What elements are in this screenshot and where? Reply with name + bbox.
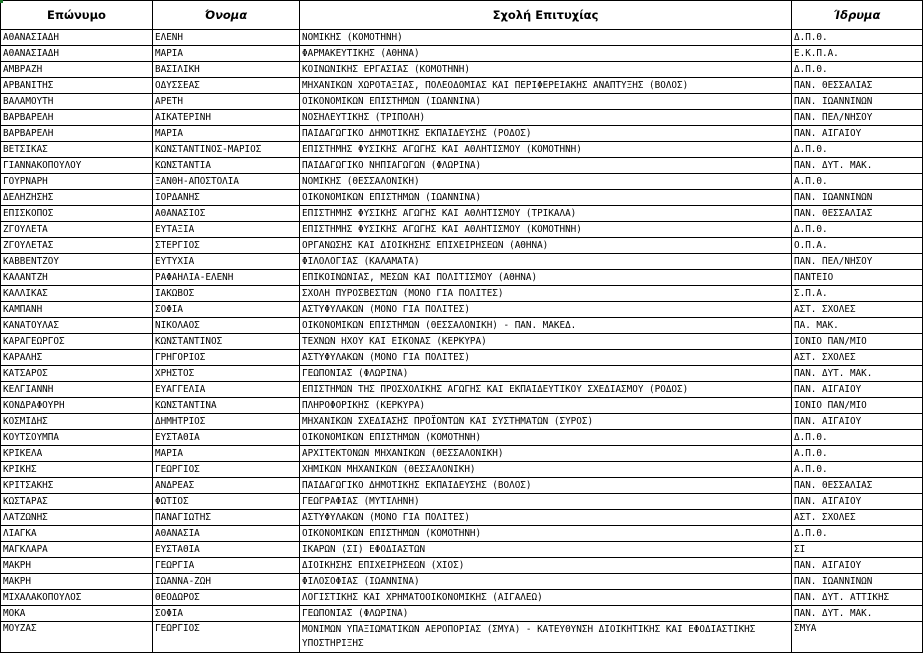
column-header-school: Σχολή Επιτυχίας (300, 1, 792, 30)
cell-surname: ΖΓΟΥΛΕΤΑΣ (1, 238, 153, 254)
cell-name: ΘΕΟΔΩΡΟΣ (153, 590, 300, 606)
cell-institution: ΠΑΝ. ΘΕΣΣΑΛΙΑΣ (792, 478, 923, 494)
cell-institution: ΠΑΝ. ΔΥΤ. ΜΑΚ. (792, 366, 923, 382)
cell-name: ΑΙΚΑΤΕΡΙΝΗ (153, 110, 300, 126)
cell-surname: ΜΑΚΡΗ (1, 574, 153, 590)
table-row (1, 462, 923, 478)
cell-surname: ΚΑΛΛΙΚΑΣ (1, 286, 153, 302)
column-header-surname: Επώνυμο (1, 1, 153, 30)
table-row (1, 382, 923, 398)
cell-school: ΓΕΩΓΡΑΦΙΑΣ (ΜΥΤΙΛΗΝΗ) (300, 494, 792, 510)
cell-school: ΟΡΓΑΝΩΣΗΣ ΚΑΙ ΔΙΟΙΚΗΣΗΣ ΕΠΙΧΕΙΡΗΣΕΩΝ (ΑΘΗΝΑ) (300, 238, 792, 254)
cell-surname: ΚΑΡΑΓΕΩΡΓΟΣ (1, 334, 153, 350)
cell-school: ΝΟΜΙΚΗΣ (ΚΟΜΟΤΗΝΗ) (300, 30, 792, 46)
cell-institution: Σ.Π.Α. (792, 286, 923, 302)
cell-surname: ΒΑΛΑΜΟΥΤΗ (1, 94, 153, 110)
cell-name: ΓΕΩΡΓΙΑ (153, 558, 300, 574)
cell-institution: ΣΜΥΑ (792, 622, 923, 653)
cell-institution: ΠΑΝ. ΙΩΑΝΝΙΝΩΝ (792, 574, 923, 590)
cell-name: ΙΑΚΩΒΟΣ (153, 286, 300, 302)
cell-institution: ΑΣΤ. ΣΧΟΛΕΣ (792, 302, 923, 318)
cell-school: ΑΡΧΙΤΕΚΤΟΝΩΝ ΜΗΧΑΝΙΚΩΝ (ΘΕΣΣΑΛΟΝΙΚΗ) (300, 446, 792, 462)
cell-institution: ΠΑΝ. ΔΥΤ. ΜΑΚ. (792, 606, 923, 622)
cell-name: ΠΑΝΑΓΙΩΤΗΣ (153, 510, 300, 526)
cell-institution: ΠΑ. ΜΑΚ. (792, 318, 923, 334)
cell-school: ΟΙΚΟΝΟΜΙΚΩΝ ΕΠΙΣΤΗΜΩΝ (ΚΟΜΟΤΗΝΗ) (300, 526, 792, 542)
cell-school: ΙΚΑΡΩΝ (ΣΙ) ΕΦΟΔΙΑΣΤΩΝ (300, 542, 792, 558)
column-header-institution: Ίδρυμα (792, 1, 923, 30)
table-row (1, 590, 923, 606)
cell-name: ΡΑΦΑΗΛΙΑ-ΕΛΕΝΗ (153, 270, 300, 286)
cell-school: ΕΠΙΣΤΗΜΗΣ ΦΥΣΙΚΗΣ ΑΓΩΓΗΣ ΚΑΙ ΑΘΛΗΤΙΣΜΟΥ (ΤΡΙΚΑΛΑ) (300, 206, 792, 222)
cell-school: ΝΟΜΙΚΗΣ (ΘΕΣΣΑΛΟΝΙΚΗ) (300, 174, 792, 190)
cell-institution: Δ.Π.Θ. (792, 430, 923, 446)
header-row (1, 1, 923, 30)
cell-school: ΑΣΤΥΦΥΛΑΚΩΝ (ΜΟΝΟ ΓΙΑ ΠΟΛΙΤΕΣ) (300, 350, 792, 366)
cell-name: ΙΟΡΔΑΝΗΣ (153, 190, 300, 206)
cell-school: ΠΛΗΡΟΦΟΡΙΚΗΣ (ΚΕΡΚΥΡΑ) (300, 398, 792, 414)
cell-institution: ΠΑΝ. ΔΥΤ. ΑΤΤΙΚΗΣ (792, 590, 923, 606)
cell-name: ΜΑΡΙΑ (153, 46, 300, 62)
table-row (1, 334, 923, 350)
cell-name: ΔΗΜΗΤΡΙΟΣ (153, 414, 300, 430)
table-row (1, 558, 923, 574)
cell-school: ΟΙΚΟΝΟΜΙΚΩΝ ΕΠΙΣΤΗΜΩΝ (ΘΕΣΣΑΛΟΝΙΚΗ) - ΠΑΝ. ΜΑΚΕΔ. (300, 318, 792, 334)
cell-institution: Α.Π.Θ. (792, 446, 923, 462)
table-row (1, 238, 923, 254)
cell-institution: Α.Π.Θ. (792, 462, 923, 478)
table-row (1, 318, 923, 334)
cell-surname: ΑΜΒΡΑΖΗ (1, 62, 153, 78)
cell-name: ΕΥΑΓΓΕΛΙΑ (153, 382, 300, 398)
cell-name: ΓΡΗΓΟΡΙΟΣ (153, 350, 300, 366)
cell-surname: ΚΑΛΑΝΤΖΗ (1, 270, 153, 286)
cell-school: ΕΠΙΣΤΗΜΗΣ ΦΥΣΙΚΗΣ ΑΓΩΓΗΣ ΚΑΙ ΑΘΛΗΤΙΣΜΟΥ (ΚΟΜΟΤΗΝΗ) (300, 142, 792, 158)
cell-school: ΑΣΤΥΦΥΛΑΚΩΝ (ΜΟΝΟ ΓΙΑ ΠΟΛΙΤΕΣ) (300, 510, 792, 526)
cell-name: ΕΥΣΤΑΘΙΑ (153, 430, 300, 446)
table-row (1, 302, 923, 318)
cell-school: ΜΟΝΙΜΩΝ ΥΠΑΞΙΩΜΑΤΙΚΩΝ ΑΕΡΟΠΟΡΙΑΣ (ΣΜΥΑ) - ΚΑΤΕΥΘΥΝΣΗ ΔΙΟΙΚΗΤΙΚΗΣ ΚΑΙ ΕΦΟΔΙΑΣΤΙΚΗΣ ΥΠΟΣΤΗΡΙΞΗΣ (300, 622, 792, 653)
cell-surname: ΚΑΒΒΕΝΤΖΟΥ (1, 254, 153, 270)
cell-school: ΝΟΣΗΛΕΥΤΙΚΗΣ (ΤΡΙΠΟΛΗ) (300, 110, 792, 126)
cell-institution: ΑΣΤ. ΣΧΟΛΕΣ (792, 510, 923, 526)
cell-surname: ΓΟΥΡΝΑΡΗ (1, 174, 153, 190)
table-row (1, 526, 923, 542)
cell-surname: ΒΑΡΒΑΡΕΛΗ (1, 126, 153, 142)
cell-school: ΓΕΩΠΟΝΙΑΣ (ΦΛΩΡΙΝΑ) (300, 366, 792, 382)
cell-surname: ΑΘΑΝΑΣΙΑΔΗ (1, 30, 153, 46)
cell-institution: ΠΑΝ. ΔΥΤ. ΜΑΚ. (792, 158, 923, 174)
cell-institution: ΠΑΝ. ΑΙΓΑΙΟΥ (792, 414, 923, 430)
cell-institution: ΠΑΝ. ΑΙΓΑΙΟΥ (792, 126, 923, 142)
cell-school: ΕΠΙΣΤΗΜΗΣ ΦΥΣΙΚΗΣ ΑΓΩΓΗΣ ΚΑΙ ΑΘΛΗΤΙΣΜΟΥ (ΚΟΜΟΤΗΝΗ) (300, 222, 792, 238)
cell-institution: ΠΑΝ. ΙΩΑΝΝΙΝΩΝ (792, 190, 923, 206)
cell-institution: ΠΑΝ. ΑΙΓΑΙΟΥ (792, 382, 923, 398)
cell-school: ΠΑΙΔΑΓΩΓΙΚΟ ΔΗΜΟΤΙΚΗΣ ΕΚΠΑΙΔΕΥΣΗΣ (ΒΟΛΟΣ) (300, 478, 792, 494)
cell-name: ΑΡΕΤΗ (153, 94, 300, 110)
cell-school: ΟΙΚΟΝΟΜΙΚΩΝ ΕΠΙΣΤΗΜΩΝ (ΚΟΜΟΤΗΝΗ) (300, 430, 792, 446)
cell-school: ΕΠΙΣΤΗΜΩΝ ΤΗΣ ΠΡΟΣΧΟΛΙΚΗΣ ΑΓΩΓΗΣ ΚΑΙ ΕΚΠΑΙΔΕΥΤΙΚΟΥ ΣΧΕΔΙΑΣΜΟΥ (ΡΟΔΟΣ) (300, 382, 792, 398)
table-row (1, 142, 923, 158)
cell-name: ΑΝΔΡΕΑΣ (153, 478, 300, 494)
table-row (1, 366, 923, 382)
cell-school: ΛΟΓΙΣΤΙΚΗΣ ΚΑΙ ΧΡΗΜΑΤΟΟΙΚΟΝΟΜΙΚΗΣ (ΑΙΓΑΛΕΩ) (300, 590, 792, 606)
cell-surname: ΖΓΟΥΛΕΤΑ (1, 222, 153, 238)
cell-name: ΝΙΚΟΛΑΟΣ (153, 318, 300, 334)
cell-surname: ΒΕΤΣΙΚΑΣ (1, 142, 153, 158)
cell-school: ΤΕΧΝΩΝ ΗΧΟΥ ΚΑΙ ΕΙΚΟΝΑΣ (ΚΕΡΚΥΡΑ) (300, 334, 792, 350)
cell-surname: ΜΟΥΖΑΣ (1, 622, 153, 653)
cell-school: ΔΙΟΙΚΗΣΗΣ ΕΠΙΧΕΙΡΗΣΕΩΝ (ΧΙΟΣ) (300, 558, 792, 574)
table-row (1, 126, 923, 142)
cell-name: ΚΩΝΣΤΑΝΤΙΑ (153, 158, 300, 174)
table-row (1, 30, 923, 46)
table-row (1, 494, 923, 510)
cell-surname: ΑΘΑΝΑΣΙΑΔΗ (1, 46, 153, 62)
cell-institution: ΠΑΝ. ΠΕΛ/ΝΗΣΟΥ (792, 254, 923, 270)
table-row (1, 446, 923, 462)
table-row (1, 78, 923, 94)
cell-surname: ΓΙΑΝΝΑΚΟΠΟΥΛΟΥ (1, 158, 153, 174)
cell-surname: ΚΑΡΑΛΗΣ (1, 350, 153, 366)
cell-surname: ΔΕΛΗΖΗΣΗΣ (1, 190, 153, 206)
cell-institution: Ο.Π.Α. (792, 238, 923, 254)
cell-surname: ΚΟΣΜΙΔΗΣ (1, 414, 153, 430)
cell-school: ΦΑΡΜΑΚΕΥΤΙΚΗΣ (ΑΘΗΝΑ) (300, 46, 792, 62)
cell-institution: Δ.Π.Θ. (792, 30, 923, 46)
cell-school: ΠΑΙΔΑΓΩΓΙΚΟ ΝΗΠΙΑΓΩΓΩΝ (ΦΛΩΡΙΝΑ) (300, 158, 792, 174)
cell-institution: ΠΑΝ. ΘΕΣΣΑΛΙΑΣ (792, 206, 923, 222)
column-header-name: Όνομα (153, 1, 300, 30)
table-row (1, 254, 923, 270)
cell-name: ΜΑΡΙΑ (153, 126, 300, 142)
cell-surname: ΚΕΛΓΙΑΝΝΗ (1, 382, 153, 398)
table-body (1, 30, 923, 653)
cell-surname: ΛΙΑΓΚΑ (1, 526, 153, 542)
cell-school: ΟΙΚΟΝΟΜΙΚΩΝ ΕΠΙΣΤΗΜΩΝ (ΙΩΑΝΝΙΝΑ) (300, 190, 792, 206)
cell-surname: ΜΑΚΡΗ (1, 558, 153, 574)
cell-institution: ΠΑΝ. ΘΕΣΣΑΛΙΑΣ (792, 78, 923, 94)
cell-school: ΚΟΙΝΩΝΙΚΗΣ ΕΡΓΑΣΙΑΣ (ΚΟΜΟΤΗΝΗ) (300, 62, 792, 78)
cell-name: ΕΥΣΤΑΘΙΑ (153, 542, 300, 558)
cell-institution: Ε.Κ.Π.Α. (792, 46, 923, 62)
cell-surname: ΚΑΤΣΑΡΟΣ (1, 366, 153, 382)
cell-institution: ΑΣΤ. ΣΧΟΛΕΣ (792, 350, 923, 366)
cell-surname: ΜΙΧΑΛΑΚΟΠΟΥΛΟΣ (1, 590, 153, 606)
cell-surname: ΚΑΝΑΤΟΥΛΑΣ (1, 318, 153, 334)
cell-institution: ΠΑΝΤΕΙΟ (792, 270, 923, 286)
cell-institution: ΙΟΝΙΟ ΠΑΝ/ΜΙΟ (792, 334, 923, 350)
cell-name: ΞΑΝΘΗ-ΑΠΟΣΤΟΛΙΑ (153, 174, 300, 190)
cell-school: ΦΙΛΟΣΟΦΙΑΣ (ΙΩΑΝΝΙΝΑ) (300, 574, 792, 590)
cell-school: ΑΣΤΥΦΥΛΑΚΩΝ (ΜΟΝΟ ΓΙΑ ΠΟΛΙΤΕΣ) (300, 302, 792, 318)
cell-name: ΚΩΝΣΤΑΝΤΙΝΟΣ (153, 334, 300, 350)
cell-institution: Δ.Π.Θ. (792, 62, 923, 78)
cell-school: ΧΗΜΙΚΩΝ ΜΗΧΑΝΙΚΩΝ (ΘΕΣΣΑΛΟΝΙΚΗ) (300, 462, 792, 478)
table-row (1, 542, 923, 558)
cell-surname: ΚΡΙΚΕΛΑ (1, 446, 153, 462)
cell-surname: ΚΡΙΤΣΑΚΗΣ (1, 478, 153, 494)
cell-institution: ΙΟΝΙΟ ΠΑΝ/ΜΙΟ (792, 398, 923, 414)
cell-institution: ΠΑΝ. ΠΕΛ/ΝΗΣΟΥ (792, 110, 923, 126)
cell-institution: ΠΑΝ. ΑΙΓΑΙΟΥ (792, 494, 923, 510)
table-row (1, 478, 923, 494)
cell-institution: Α.Π.Θ. (792, 174, 923, 190)
table-row (1, 270, 923, 286)
cell-institution: ΠΑΝ. ΙΩΑΝΝΙΝΩΝ (792, 94, 923, 110)
cell-surname: ΒΑΡΒΑΡΕΛΗ (1, 110, 153, 126)
cell-name: ΣΤΕΡΓΙΟΣ (153, 238, 300, 254)
table-row (1, 510, 923, 526)
cell-name: ΟΔΥΣΣΕΑΣ (153, 78, 300, 94)
table-row (1, 430, 923, 446)
cell-surname: ΛΑΤΖΩΝΗΣ (1, 510, 153, 526)
cell-school: ΕΠΙΚΟΙΝΩΝΙΑΣ, ΜΕΣΩΝ ΚΑΙ ΠΟΛΙΤΙΣΜΟΥ (ΑΘΗΝΑ) (300, 270, 792, 286)
cell-name: ΜΑΡΙΑ (153, 446, 300, 462)
cell-school: ΣΧΟΛΗ ΠΥΡΟΣΒΕΣΤΩΝ (ΜΟΝΟ ΓΙΑ ΠΟΛΙΤΕΣ) (300, 286, 792, 302)
table-row (1, 574, 923, 590)
table-row (1, 398, 923, 414)
cell-name: ΒΑΣΙΛΙΚΗ (153, 62, 300, 78)
cell-school: ΠΑΙΔΑΓΩΓΙΚΟ ΔΗΜΟΤΙΚΗΣ ΕΚΠΑΙΔΕΥΣΗΣ (ΡΟΔΟΣ) (300, 126, 792, 142)
table-header (1, 1, 923, 30)
cell-institution: Δ.Π.Θ. (792, 222, 923, 238)
cell-name: ΣΟΦΙΑ (153, 606, 300, 622)
cell-surname: ΑΡΒΑΝΙΤΗΣ (1, 78, 153, 94)
cell-institution: Δ.Π.Θ. (792, 142, 923, 158)
cell-surname: ΚΡΙΚΗΣ (1, 462, 153, 478)
cell-surname: ΚΑΜΠΑΝΗ (1, 302, 153, 318)
cell-name: ΕΥΤΥΧΙΑ (153, 254, 300, 270)
cell-name: ΦΩΤΙΟΣ (153, 494, 300, 510)
cell-school: ΦΙΛΟΛΟΓΙΑΣ (ΚΑΛΑΜΑΤΑ) (300, 254, 792, 270)
table-row (1, 286, 923, 302)
table-row (1, 94, 923, 110)
cell-institution: ΠΑΝ. ΑΙΓΑΙΟΥ (792, 558, 923, 574)
cell-school: ΜΗΧΑΝΙΚΩΝ ΧΩΡΟΤΑΞΙΑΣ, ΠΟΛΕΟΔΟΜΙΑΣ ΚΑΙ ΠΕΡΙΦΕΡΕΙΑΚΗΣ ΑΝΑΠΤΥΞΗΣ (ΒΟΛΟΣ) (300, 78, 792, 94)
cell-surname: ΜΑΓΚΛΑΡΑ (1, 542, 153, 558)
corner-marker (0, 0, 3, 3)
cell-school: ΜΗΧΑΝΙΚΩΝ ΣΧΕΔΙΑΣΗΣ ΠΡΟΪΟΝΤΩΝ ΚΑΙ ΣΥΣΤΗΜΑΤΩΝ (ΣΥΡΟΣ) (300, 414, 792, 430)
cell-school: ΟΙΚΟΝΟΜΙΚΩΝ ΕΠΙΣΤΗΜΩΝ (ΙΩΑΝΝΙΝΑ) (300, 94, 792, 110)
cell-surname: ΕΠΙΣΚΟΠΟΣ (1, 206, 153, 222)
table-row (1, 350, 923, 366)
cell-name: ΓΕΩΡΓΙΟΣ (153, 622, 300, 653)
table-row (1, 190, 923, 206)
table-row (1, 62, 923, 78)
cell-institution: Δ.Π.Θ. (792, 526, 923, 542)
cell-name: ΑΘΑΝΑΣΙΟΣ (153, 206, 300, 222)
cell-name: ΕΥΤΑΞΙΑ (153, 222, 300, 238)
cell-name: ΓΕΩΡΓΙΟΣ (153, 462, 300, 478)
cell-surname: ΚΩΣΤΑΡΑΣ (1, 494, 153, 510)
cell-name: ΚΩΝΣΤΑΝΤΙΝΟΣ-ΜΑΡΙΟΣ (153, 142, 300, 158)
table-row (1, 206, 923, 222)
cell-school: ΓΕΩΠΟΝΙΑΣ (ΦΛΩΡΙΝΑ) (300, 606, 792, 622)
cell-surname: ΚΟΝΔΡΑΦΟΥΡΗ (1, 398, 153, 414)
cell-name: ΑΘΑΝΑΣΙΑ (153, 526, 300, 542)
table-row (1, 606, 923, 622)
cell-institution: ΣΙ (792, 542, 923, 558)
cell-surname: ΜΟΚΑ (1, 606, 153, 622)
table-row (1, 158, 923, 174)
table-row (1, 174, 923, 190)
table-row (1, 110, 923, 126)
cell-name: ΚΩΝΣΤΑΝΤΙΝΑ (153, 398, 300, 414)
cell-name: ΣΟΦΙΑ (153, 302, 300, 318)
table-row (1, 222, 923, 238)
cell-surname: ΚΟΥΤΣΟΥΜΠΑ (1, 430, 153, 446)
table-row (1, 414, 923, 430)
cell-name: ΙΩΑΝΝΑ-ΖΩΗ (153, 574, 300, 590)
cell-name: ΕΛΕΝΗ (153, 30, 300, 46)
cell-name: ΧΡΗΣΤΟΣ (153, 366, 300, 382)
table-row (1, 622, 923, 653)
table-row (1, 46, 923, 62)
